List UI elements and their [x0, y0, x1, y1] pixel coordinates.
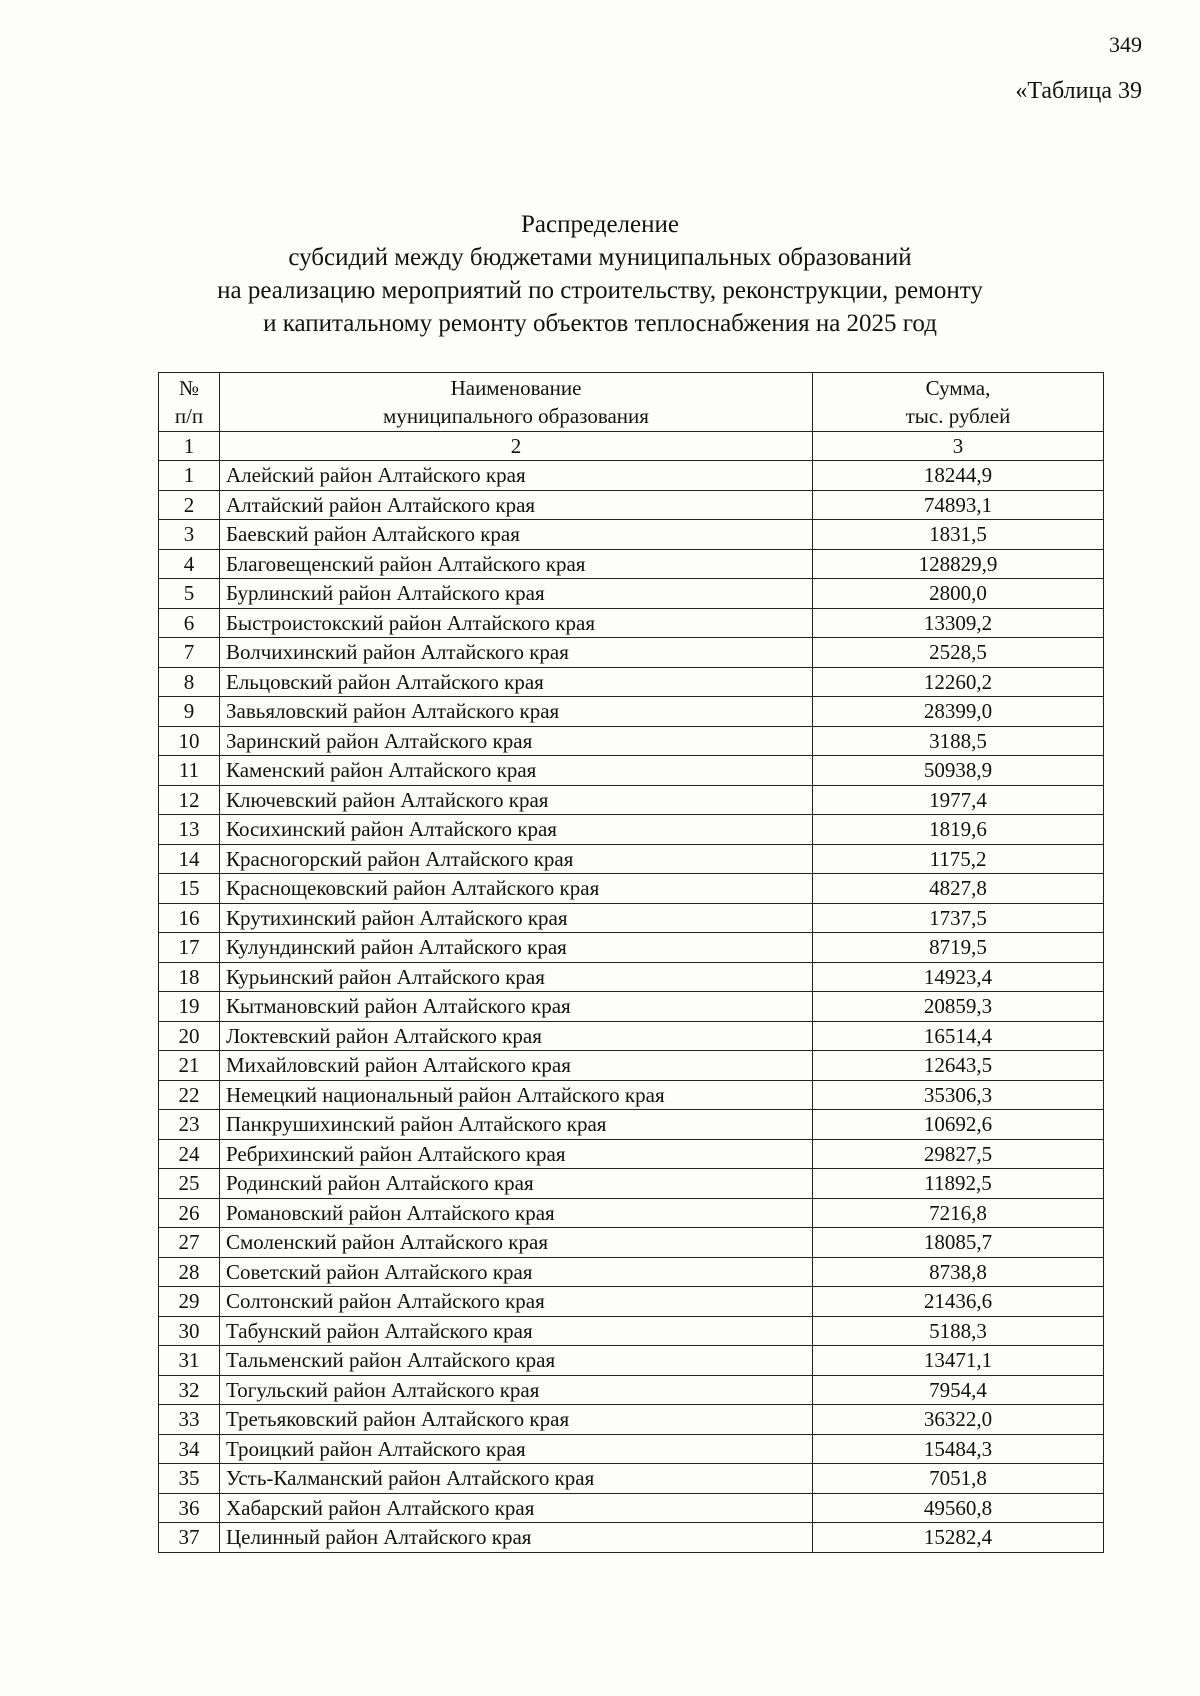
heading-line-4: и капитальному ремонту объектов теплоснабжения на 2025 год	[263, 310, 937, 337]
table-row	[159, 549, 1104, 579]
row-sum: 2800,0	[813, 579, 1104, 609]
header-sum-line-1: Сумма,	[925, 376, 991, 400]
row-sum: 12260,2	[813, 667, 1104, 697]
table-row	[159, 1346, 1104, 1376]
row-sum: 3188,5	[813, 726, 1104, 756]
row-sum: 49560,8	[813, 1493, 1104, 1523]
header-name-line-2: муниципального образования	[383, 404, 649, 428]
row-municipality: Третьяковский район Алтайского края	[220, 1405, 813, 1435]
header-name	[220, 373, 813, 432]
row-sum: 1831,5	[813, 520, 1104, 550]
row-municipality: Троицкий район Алтайского края	[220, 1434, 813, 1464]
table-row	[159, 1434, 1104, 1464]
heading-line-2: субсидий между бюджетами муниципальных образований	[288, 244, 912, 271]
row-sum: 20859,3	[813, 992, 1104, 1022]
row-municipality: Баевский район Алтайского края	[220, 520, 813, 550]
column-number-1: 1	[159, 432, 220, 461]
row-number: 16	[159, 903, 220, 933]
header-number	[159, 373, 220, 432]
row-municipality: Алейский район Алтайского края	[220, 461, 813, 491]
row-municipality: Табунский район Алтайского края	[220, 1316, 813, 1346]
row-sum: 7954,4	[813, 1375, 1104, 1405]
table-body	[159, 461, 1104, 1553]
row-number: 8	[159, 667, 220, 697]
row-sum: 16514,4	[813, 1021, 1104, 1051]
row-municipality: Панкрушихинский район Алтайского края	[220, 1110, 813, 1140]
table-row	[159, 608, 1104, 638]
row-number: 23	[159, 1110, 220, 1140]
row-sum: 14923,4	[813, 962, 1104, 992]
row-number: 2	[159, 490, 220, 520]
row-number: 27	[159, 1228, 220, 1258]
row-sum: 5188,3	[813, 1316, 1104, 1346]
row-number: 7	[159, 638, 220, 668]
row-sum: 128829,9	[813, 549, 1104, 579]
table-row	[159, 756, 1104, 786]
row-number: 37	[159, 1523, 220, 1553]
table-row	[159, 697, 1104, 727]
table-row	[159, 667, 1104, 697]
table-row	[159, 490, 1104, 520]
row-sum: 8738,8	[813, 1257, 1104, 1287]
row-municipality: Романовский район Алтайского края	[220, 1198, 813, 1228]
table-row	[159, 520, 1104, 550]
row-municipality: Каменский район Алтайского края	[220, 756, 813, 786]
row-sum: 28399,0	[813, 697, 1104, 727]
row-sum: 36322,0	[813, 1405, 1104, 1435]
row-municipality: Алтайский район Алтайского края	[220, 490, 813, 520]
row-number: 22	[159, 1080, 220, 1110]
row-sum: 15282,4	[813, 1523, 1104, 1553]
table-row	[159, 1257, 1104, 1287]
header-number-line-1: №	[178, 376, 200, 400]
column-number-3: 3	[813, 432, 1104, 461]
row-sum: 12643,5	[813, 1051, 1104, 1081]
row-municipality: Краснощековский район Алтайского края	[220, 874, 813, 904]
row-municipality: Волчихинский район Алтайского края	[220, 638, 813, 668]
table-row	[159, 1493, 1104, 1523]
row-number: 18	[159, 962, 220, 992]
column-number-2: 2	[220, 432, 813, 461]
table-row	[159, 1198, 1104, 1228]
row-municipality: Локтевский район Алтайского края	[220, 1021, 813, 1051]
row-municipality: Михайловский район Алтайского края	[220, 1051, 813, 1081]
table-row	[159, 815, 1104, 845]
row-number: 9	[159, 697, 220, 727]
row-sum: 21436,6	[813, 1287, 1104, 1317]
table-row	[159, 1375, 1104, 1405]
table-row	[159, 1523, 1104, 1553]
header-sum	[813, 373, 1104, 432]
table-header	[159, 373, 1104, 461]
row-number: 21	[159, 1051, 220, 1081]
row-number: 13	[159, 815, 220, 845]
row-number: 34	[159, 1434, 220, 1464]
row-number: 28	[159, 1257, 220, 1287]
row-sum: 1977,4	[813, 785, 1104, 815]
row-sum: 1819,6	[813, 815, 1104, 845]
table-row	[159, 844, 1104, 874]
row-number: 20	[159, 1021, 220, 1051]
row-sum: 15484,3	[813, 1434, 1104, 1464]
row-number: 24	[159, 1139, 220, 1169]
row-municipality: Усть-Калманский район Алтайского края	[220, 1464, 813, 1494]
row-municipality: Быстроистокский район Алтайского края	[220, 608, 813, 638]
row-number: 31	[159, 1346, 220, 1376]
row-number: 6	[159, 608, 220, 638]
table-row	[159, 903, 1104, 933]
table-row	[159, 933, 1104, 963]
row-sum: 35306,3	[813, 1080, 1104, 1110]
row-sum: 8719,5	[813, 933, 1104, 963]
row-municipality: Косихинский район Алтайского края	[220, 815, 813, 845]
row-number: 30	[159, 1316, 220, 1346]
document-heading	[0, 208, 1200, 340]
row-sum: 11892,5	[813, 1169, 1104, 1199]
table-row	[159, 992, 1104, 1022]
header-row	[159, 373, 1104, 432]
table-row	[159, 1169, 1104, 1199]
table-row	[159, 962, 1104, 992]
table-row	[159, 1110, 1104, 1140]
heading-line-1: Распределение	[521, 211, 679, 238]
row-sum: 18085,7	[813, 1228, 1104, 1258]
table-row	[159, 785, 1104, 815]
row-municipality: Красногорский район Алтайского края	[220, 844, 813, 874]
row-sum: 13471,1	[813, 1346, 1104, 1376]
table-row	[159, 1139, 1104, 1169]
table-row	[159, 461, 1104, 491]
row-number: 12	[159, 785, 220, 815]
row-number: 5	[159, 579, 220, 609]
table-row	[159, 638, 1104, 668]
table-label: «Таблица 39	[1015, 78, 1142, 104]
row-municipality: Бурлинский район Алтайского края	[220, 579, 813, 609]
header-name-line-1: Наименование	[450, 376, 582, 400]
row-municipality: Хабарский район Алтайского края	[220, 1493, 813, 1523]
row-municipality: Курьинский район Алтайского края	[220, 962, 813, 992]
table-row	[159, 1316, 1104, 1346]
row-municipality: Ребрихинский район Алтайского края	[220, 1139, 813, 1169]
row-municipality: Крутихинский район Алтайского края	[220, 903, 813, 933]
row-municipality: Кулундинский район Алтайского края	[220, 933, 813, 963]
row-number: 32	[159, 1375, 220, 1405]
header-number-line-2: п/п	[174, 404, 204, 428]
heading-line-3: на реализацию мероприятий по строительству, реконструкции, ремонту	[217, 277, 983, 304]
row-sum: 10692,6	[813, 1110, 1104, 1140]
row-sum: 18244,9	[813, 461, 1104, 491]
table-row	[159, 726, 1104, 756]
column-number-row	[159, 432, 1104, 461]
row-number: 3	[159, 520, 220, 550]
row-sum: 13309,2	[813, 608, 1104, 638]
row-municipality: Немецкий национальный район Алтайского края	[220, 1080, 813, 1110]
row-municipality: Смоленский район Алтайского края	[220, 1228, 813, 1258]
row-sum: 74893,1	[813, 490, 1104, 520]
row-municipality: Кытмановский район Алтайского края	[220, 992, 813, 1022]
row-sum: 4827,8	[813, 874, 1104, 904]
table-row	[159, 1021, 1104, 1051]
row-municipality: Тальменский район Алтайского края	[220, 1346, 813, 1376]
row-number: 10	[159, 726, 220, 756]
table-row	[159, 1080, 1104, 1110]
row-number: 29	[159, 1287, 220, 1317]
row-municipality: Благовещенский район Алтайского края	[220, 549, 813, 579]
row-number: 11	[159, 756, 220, 786]
subsidy-table	[158, 372, 1104, 1553]
row-municipality: Ключевский район Алтайского края	[220, 785, 813, 815]
table-row	[159, 874, 1104, 904]
row-municipality: Советский район Алтайского края	[220, 1257, 813, 1287]
row-number: 15	[159, 874, 220, 904]
table-row	[159, 1228, 1104, 1258]
row-number: 26	[159, 1198, 220, 1228]
row-sum: 7216,8	[813, 1198, 1104, 1228]
row-sum: 1737,5	[813, 903, 1104, 933]
row-number: 25	[159, 1169, 220, 1199]
row-number: 33	[159, 1405, 220, 1435]
row-municipality: Заринский район Алтайского края	[220, 726, 813, 756]
row-municipality: Ельцовский район Алтайского края	[220, 667, 813, 697]
row-sum: 7051,8	[813, 1464, 1104, 1494]
row-number: 1	[159, 461, 220, 491]
row-municipality: Завьяловский район Алтайского края	[220, 697, 813, 727]
row-sum: 2528,5	[813, 638, 1104, 668]
table-row	[159, 1287, 1104, 1317]
row-sum: 29827,5	[813, 1139, 1104, 1169]
row-sum: 50938,9	[813, 756, 1104, 786]
row-sum: 1175,2	[813, 844, 1104, 874]
row-municipality: Тогульский район Алтайского края	[220, 1375, 813, 1405]
row-number: 17	[159, 933, 220, 963]
table-row	[159, 1051, 1104, 1081]
header-sum-line-2: тыс. рублей	[905, 404, 1011, 428]
row-number: 4	[159, 549, 220, 579]
row-number: 14	[159, 844, 220, 874]
table-row	[159, 1405, 1104, 1435]
row-number: 36	[159, 1493, 220, 1523]
row-municipality: Солтонский район Алтайского края	[220, 1287, 813, 1317]
table-row	[159, 579, 1104, 609]
page-number: 349	[1109, 32, 1142, 57]
row-municipality: Целинный район Алтайского края	[220, 1523, 813, 1553]
table-row	[159, 1464, 1104, 1494]
row-number: 19	[159, 992, 220, 1022]
row-number: 35	[159, 1464, 220, 1494]
row-municipality: Родинский район Алтайского края	[220, 1169, 813, 1199]
